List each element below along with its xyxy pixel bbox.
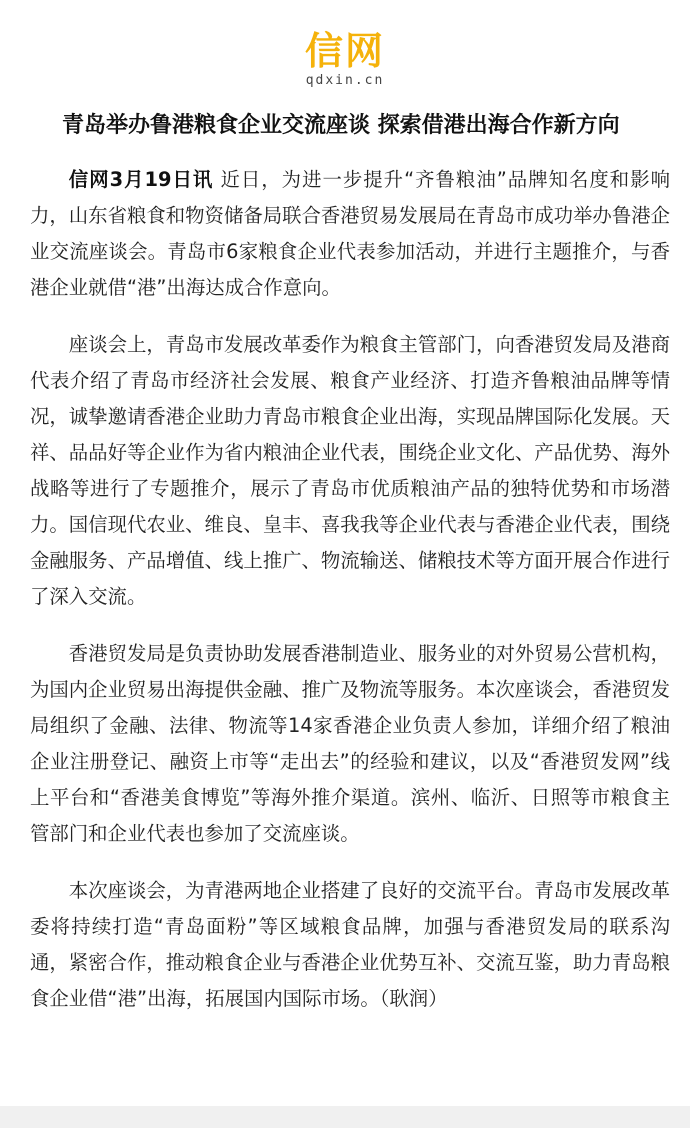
article-paragraph-2: 座谈会上，青岛市发展改革委作为粮食主管部门，向香港贸发局及港商代表介绍了青岛市经济社会发展、粮食产业经济、打造齐鲁粮油品牌等情况，诚挚邀请香港企业助力青岛市粮食企业出海，实现品牌国际化发展。天祥、品品好等企业作为省内粮油企业代表，围绕企业文化、产品优势、海外战略等进行了专题推介，展示了青岛市优质粮油产品的独特优势和市场潜力。国信现代农业、维良、皇丰、喜我我等企业代表与香港企业代表，围绕金融服务、产品增值、线上推广、物流输送、储粮技术等方面开展合作进行了深入交流。	[30, 333, 670, 608]
article-dateline: 信网3月19日讯	[68, 168, 214, 191]
article-body	[30, 162, 670, 1038]
logo-domain: qdxin.cn	[305, 73, 385, 88]
article-title: 青岛举办鲁港粮食企业交流座谈 探索借港出海合作新方向	[62, 113, 620, 138]
site-logo[interactable]	[0, 30, 690, 89]
logo-name: 信网	[304, 29, 385, 73]
article-paragraph-3: 香港贸发局是负责协助发展香港制造业、服务业的对外贸易公营机构，为国内企业贸易出海提供金融、推广及物流等服务。本次座谈会，香港贸发局组织了金融、法律、物流等14家香港企业负责人参加，详细介绍了粮油企业注册登记、融资上市等“走出去”的经验和建议，以及“香港贸发网”线上平台和“香港美食博览”等海外推介渠道。滨州、临沂、日照等市粮食主管部门和企业代表也参加了交流座谈。	[30, 642, 670, 845]
paragraph-1-text: 近日，为进一步提升“齐鲁粮油”品牌知名度和影响力，山东省粮食和物资储备局联合香港贸易发展局在青岛市成功举办鲁港企业交流座谈会。青岛市6家粮食企业代表参加活动，并进行主题推介，与香港企业就借“港”出海达成合作意向。	[30, 168, 670, 299]
footer-bar	[0, 1106, 690, 1128]
article-paragraph-1	[30, 162, 670, 306]
article-paragraph-4: 本次座谈会，为青港两地企业搭建了良好的交流平台。青岛市发展改革委将持续打造“青岛面粉”等区域粮食品牌，加强与香港贸发局的联系沟通，紧密合作，推动粮食企业与香港企业优势互补、交流互鉴，助力青岛粮食企业借“港”出海，拓展国内国际市场。（耿润）	[30, 879, 670, 1010]
